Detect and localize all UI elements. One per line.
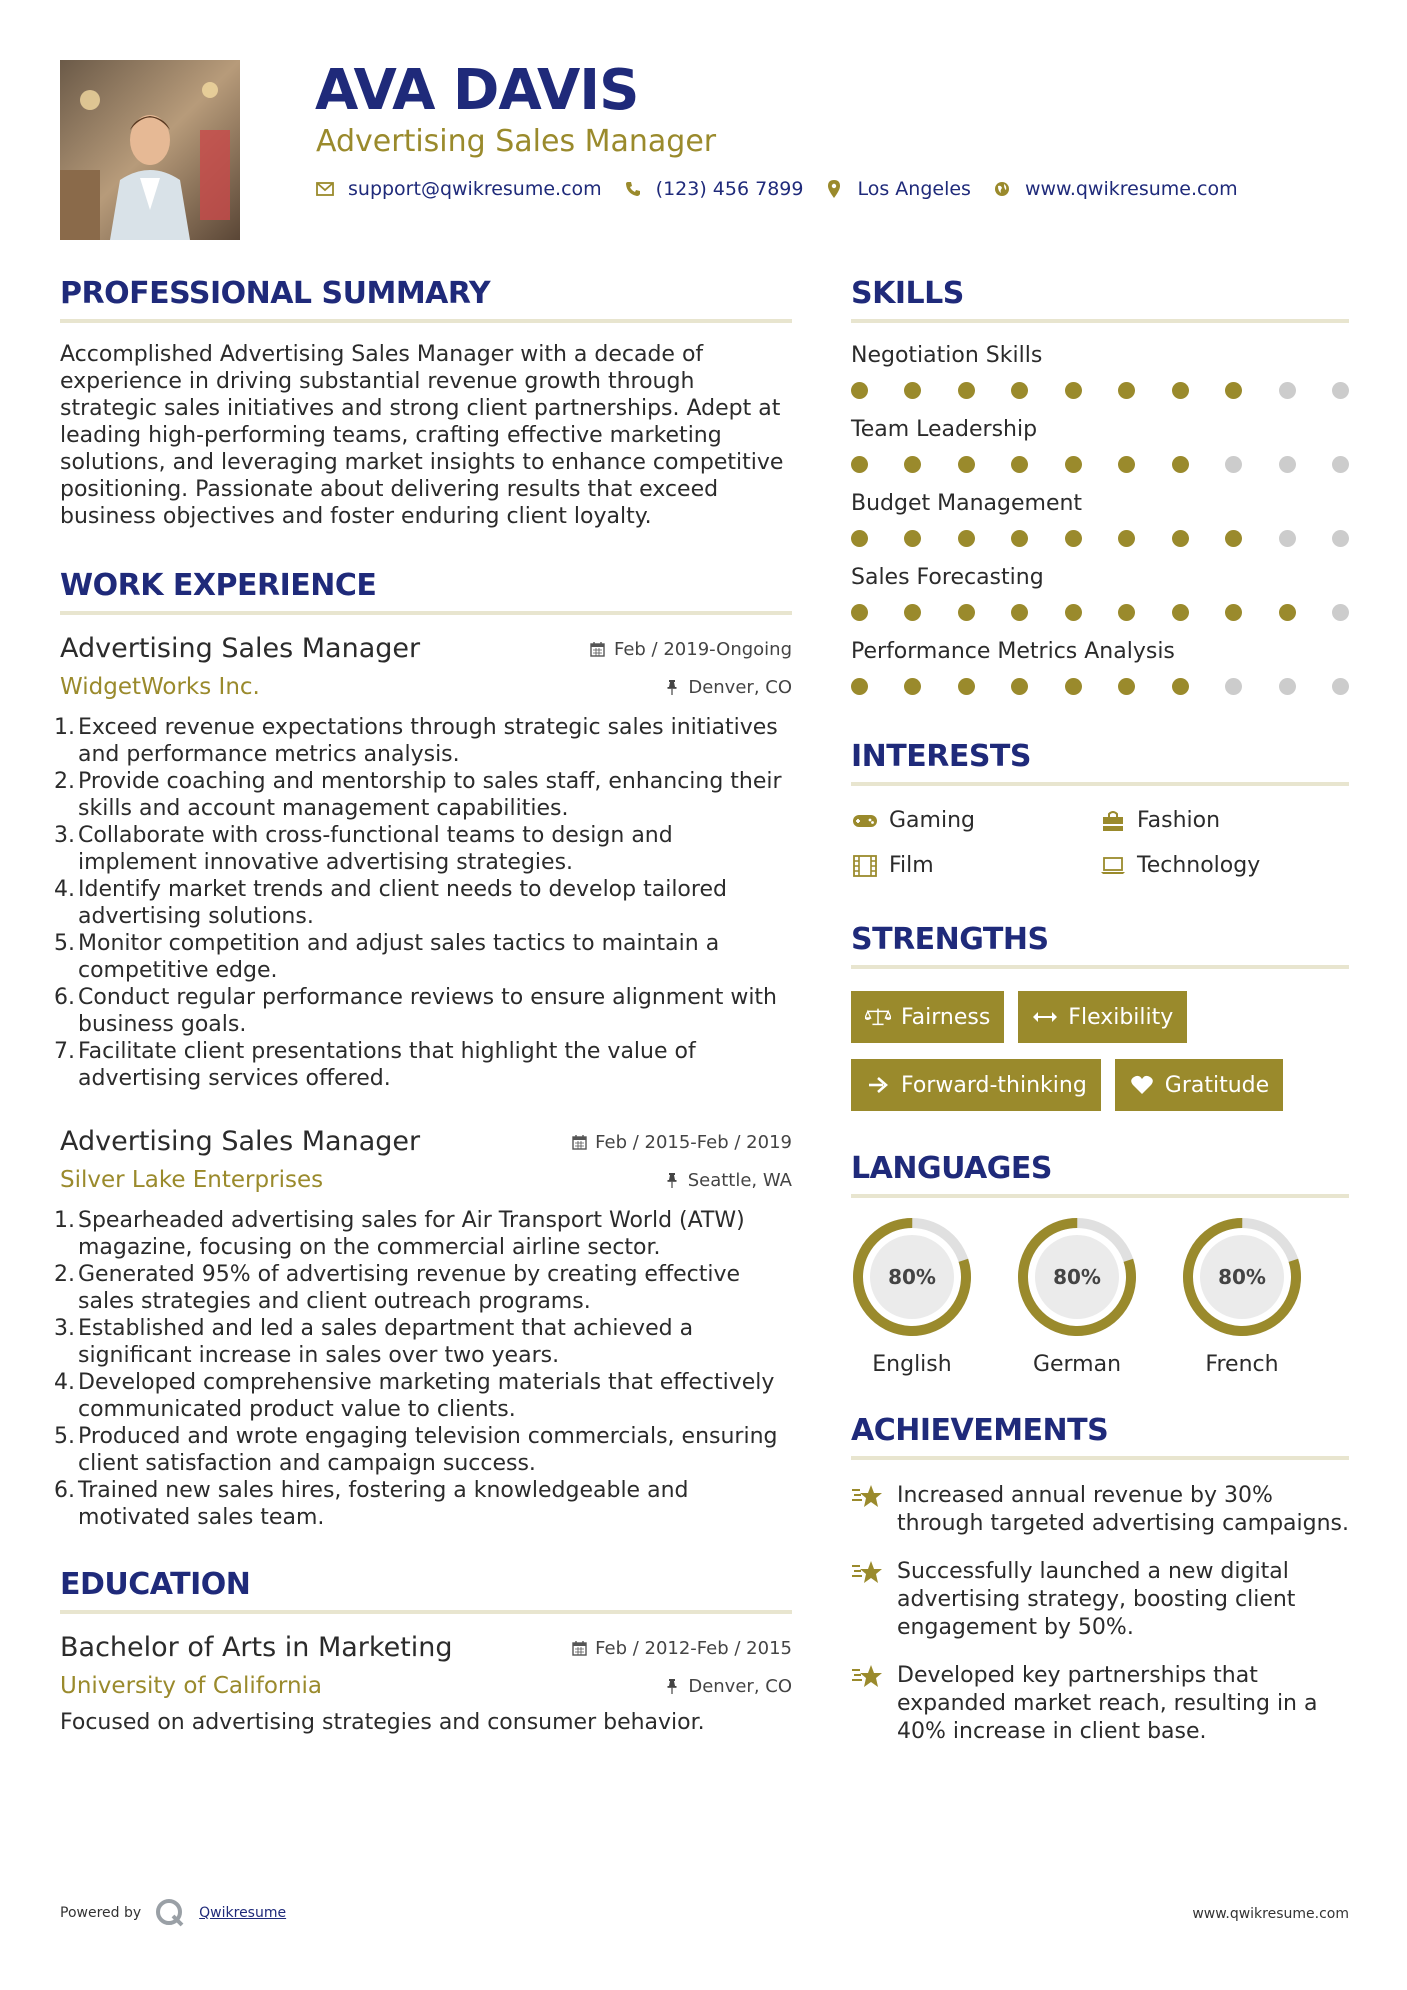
candidate-name: AVA DAVIS [315, 58, 639, 123]
list-item: 7. Facilitate client presentations that highlight the value of advertising services offered. [54, 1039, 696, 1091]
language-name: English [872, 1352, 952, 1377]
skill-list [851, 343, 1349, 695]
profile-photo [60, 60, 240, 240]
achievement-text: Increased annual revenue by 30% through targeted advertising campaigns. [897, 1483, 1350, 1536]
languages-section [851, 1151, 1349, 1377]
interest-item: Fashion [1099, 808, 1347, 833]
skill-rating [851, 678, 1349, 695]
pushpin-icon [664, 1172, 680, 1188]
rating-dot [1011, 530, 1028, 547]
contact-email[interactable] [316, 178, 602, 200]
star-icon [851, 1558, 885, 1588]
skills-section [851, 276, 1349, 695]
rating-dot [1172, 678, 1189, 695]
rating-dot [1279, 382, 1296, 399]
strength-tag: Forward-thinking [851, 1059, 1101, 1111]
job-entry [54, 1126, 792, 1531]
rating-dot [1118, 530, 1135, 547]
strength-list [851, 991, 1349, 1127]
company-name: WidgetWorks Inc. [60, 674, 260, 700]
rating-dot [1279, 678, 1296, 695]
section-divider [851, 319, 1349, 323]
job-location: Denver, CO [664, 677, 792, 698]
rating-dot [1225, 530, 1242, 547]
list-number: 5. [54, 1424, 75, 1449]
laptop-icon [1099, 855, 1127, 877]
achievement-text: Successfully launched a new digital advertising strategy, boosting client engagement by 50%. [897, 1559, 1296, 1640]
rating-dot [1118, 382, 1135, 399]
language-percent: 80% [888, 1265, 936, 1289]
rating-dot [1011, 604, 1028, 621]
degree-title: Bachelor of Arts in Marketing [60, 1632, 453, 1663]
calendar-icon [590, 642, 606, 658]
balance-scale-icon [865, 1007, 891, 1027]
job-date: Feb / 2019-Ongoing [590, 639, 792, 660]
list-number: 3. [54, 823, 75, 848]
list-number: 6. [54, 985, 75, 1010]
rating-dot [1172, 456, 1189, 473]
strength-tag: Fairness [851, 991, 1004, 1043]
rating-dot [1225, 678, 1242, 695]
rating-dot [958, 678, 975, 695]
skill-rating [851, 382, 1349, 399]
language-percent: 80% [1053, 1265, 1101, 1289]
rating-dot [1332, 456, 1349, 473]
section-title-interests: INTERESTS [851, 739, 1031, 774]
rating-dot [1118, 604, 1135, 621]
contact-phone[interactable] [624, 178, 804, 200]
rating-dot [1011, 678, 1028, 695]
list-item: 5. Produced and wrote engaging television commercials, ensuring client satisfaction and campaign success. [54, 1424, 778, 1476]
achievement-list [851, 1482, 1349, 1746]
list-number: 6. [54, 1478, 75, 1503]
job-title: Advertising Sales Manager [60, 1126, 421, 1157]
rating-dot [1065, 678, 1082, 695]
rating-dot [1065, 456, 1082, 473]
rating-dot [1225, 604, 1242, 621]
job-entry [54, 633, 792, 1092]
calendar-icon [571, 1641, 587, 1657]
section-title-summary: PROFESSIONAL SUMMARY [60, 276, 491, 311]
globe-icon [993, 180, 1011, 198]
rating-dot [958, 604, 975, 621]
heart-icon [1129, 1075, 1155, 1095]
right-column [851, 276, 1349, 1746]
education-location: Denver, CO [664, 1676, 792, 1697]
phone-text: (123) 456 7899 [655, 178, 804, 200]
list-item: 2. Provide coaching and mentorship to sales staff, enhancing their skills and account management capabilities. [54, 769, 782, 821]
arrow-right-icon [865, 1075, 891, 1095]
language-ring [851, 1216, 973, 1338]
language-ring [1181, 1216, 1303, 1338]
responsibility-list [54, 1207, 792, 1531]
interest-list [851, 808, 1349, 878]
list-number: 1. [54, 1208, 75, 1233]
pushpin-icon [664, 1678, 680, 1694]
pushpin-icon [664, 679, 680, 695]
list-number: 4. [54, 877, 75, 902]
list-item: 6. Conduct regular performance reviews to ensure alignment with business goals. [54, 985, 777, 1037]
skill-rating [851, 530, 1349, 547]
list-number: 7. [54, 1039, 75, 1064]
contact-website[interactable] [993, 178, 1238, 200]
rating-dot [1332, 382, 1349, 399]
map-pin-icon [825, 180, 843, 198]
section-divider [851, 1456, 1349, 1460]
film-icon [851, 855, 879, 877]
rating-dot [1279, 456, 1296, 473]
rating-dot [1172, 530, 1189, 547]
rating-dot [1172, 604, 1189, 621]
phone-icon [624, 180, 642, 198]
rating-dot [904, 678, 921, 695]
rating-dot [1279, 604, 1296, 621]
achievements-section [851, 1413, 1349, 1746]
section-title-achievements: ACHIEVEMENTS [851, 1413, 1109, 1448]
shopping-bag-icon [1099, 810, 1127, 832]
skill-rating [851, 456, 1349, 473]
rating-dot [904, 604, 921, 621]
language-item [1016, 1216, 1138, 1377]
left-column [54, 276, 792, 1736]
rating-dot [1332, 604, 1349, 621]
list-number: 1. [54, 715, 75, 740]
achievement-item [851, 1558, 1349, 1642]
interest-item: Gaming [851, 808, 1099, 833]
rating-dot [851, 530, 868, 547]
section-divider [60, 611, 792, 615]
skill-item [851, 343, 1349, 399]
skill-rating [851, 604, 1349, 621]
contact-bar [316, 178, 1260, 200]
education-section [60, 1567, 792, 1736]
language-name: French [1205, 1352, 1279, 1377]
rating-dot [851, 604, 868, 621]
list-number: 4. [54, 1370, 75, 1395]
rating-dot [851, 382, 868, 399]
calendar-icon [571, 1135, 587, 1151]
education-date: Feb / 2012-Feb / 2015 [571, 1638, 792, 1659]
skill-item [851, 417, 1349, 473]
skill-item [851, 639, 1349, 695]
list-item: 4. Identify market trends and client needs to develop tailored advertising solutions. [54, 877, 727, 929]
footer-powered-by: Powered by Qwikresume [60, 1898, 286, 1928]
achievement-item [851, 1482, 1349, 1538]
summary-section [60, 276, 792, 530]
list-item: 4. Developed comprehensive marketing materials that effectively communicated product value to clients. [54, 1370, 775, 1422]
star-icon [851, 1662, 885, 1692]
list-item: 6. Trained new sales hires, fostering a knowledgeable and motivated sales team. [54, 1478, 689, 1530]
rating-dot [1332, 530, 1349, 547]
list-item: 3. Collaborate with cross-functional teams to design and implement innovative advertising strategies. [54, 823, 673, 875]
language-item [1181, 1216, 1303, 1377]
rating-dot [1118, 456, 1135, 473]
rating-dot [1065, 530, 1082, 547]
language-percent: 80% [1218, 1265, 1266, 1289]
strength-tag: Flexibility [1018, 991, 1187, 1043]
skill-name: Team Leadership [851, 417, 1038, 442]
job-title: Advertising Sales Manager [60, 633, 421, 664]
list-number: 2. [54, 1262, 75, 1287]
interests-section [851, 739, 1349, 878]
skill-name: Negotiation Skills [851, 343, 1043, 368]
list-number: 2. [54, 769, 75, 794]
education-entry [60, 1632, 792, 1736]
list-item: 3. Established and led a sales department that achieved a significant increase in sales over two years. [54, 1316, 694, 1368]
location-text: Los Angeles [857, 178, 971, 200]
company-name: Silver Lake Enterprises [60, 1167, 324, 1193]
section-divider [60, 1610, 792, 1614]
achievement-text: Developed key partnerships that expanded market reach, resulting in a 40% increase in client base. [897, 1663, 1318, 1744]
skill-name: Performance Metrics Analysis [851, 639, 1175, 664]
qwikresume-logo-icon [155, 1898, 185, 1928]
strengths-section [851, 922, 1349, 1127]
footer-website-link[interactable]: www.qwikresume.com [1192, 1906, 1349, 1922]
list-number: 5. [54, 931, 75, 956]
rating-dot [1172, 382, 1189, 399]
skill-item [851, 565, 1349, 621]
list-item: 1. Exceed revenue expectations through strategic sales initiatives and performance metrics analysis. [54, 715, 778, 767]
footer-brand-link[interactable]: Qwikresume [199, 1905, 287, 1921]
section-title-education: EDUCATION [60, 1567, 251, 1602]
rating-dot [958, 456, 975, 473]
experience-section [54, 568, 792, 1531]
rating-dot [958, 382, 975, 399]
rating-dot [1225, 456, 1242, 473]
skill-name: Budget Management [851, 491, 1083, 516]
list-item: 5. Monitor competition and adjust sales tactics to maintain a competitive edge. [54, 931, 720, 983]
language-ring [1016, 1216, 1138, 1338]
contact-location [825, 178, 970, 200]
school-name: University of California [60, 1673, 323, 1699]
email-text: support@qwikresume.com [348, 178, 602, 200]
section-divider [851, 965, 1349, 969]
star-icon [851, 1482, 885, 1512]
job-list [54, 633, 792, 1531]
rating-dot [958, 530, 975, 547]
rating-dot [1225, 382, 1242, 399]
strength-tag: Gratitude [1115, 1059, 1283, 1111]
section-title-skills: SKILLS [851, 276, 964, 311]
list-item: 1. Spearheaded advertising sales for Air Transport World (ATW) magazine, focusing on the commercial airline sector. [54, 1208, 745, 1260]
list-number: 3. [54, 1316, 75, 1341]
rating-dot [1279, 530, 1296, 547]
section-title-languages: LANGUAGES [851, 1151, 1052, 1186]
section-divider [851, 1194, 1349, 1198]
interest-item: Film [851, 853, 1099, 878]
website-text: www.qwikresume.com [1024, 178, 1238, 200]
interest-item: Technology [1099, 853, 1347, 878]
achievement-item [851, 1662, 1349, 1746]
arrows-horizontal-icon [1032, 1007, 1058, 1027]
rating-dot [904, 382, 921, 399]
education-description: Focused on advertising strategies and consumer behavior. [60, 1710, 705, 1735]
rating-dot [1011, 456, 1028, 473]
skill-item [851, 491, 1349, 547]
envelope-icon [316, 180, 334, 198]
job-date: Feb / 2015-Feb / 2019 [571, 1132, 792, 1153]
rating-dot [1332, 678, 1349, 695]
rating-dot [851, 456, 868, 473]
rating-dot [851, 678, 868, 695]
section-title-experience: WORK EXPERIENCE [60, 568, 377, 603]
skill-name: Sales Forecasting [851, 565, 1044, 590]
candidate-title: Advertising Sales Manager [316, 124, 717, 159]
section-divider [851, 782, 1349, 786]
summary-text: Accomplished Advertising Sales Manager with a decade of experience in driving substantial revenue growth through strategic sales initiatives and strong client partnerships. Adept at leading high-performing teams, crafting effective marketing solutions, and leveraging market insights to enhance competitive positioning. Passionate about delivering results that exceed business objectives and foster enduring client loyalty. [60, 342, 784, 529]
responsibility-list [54, 714, 792, 1092]
section-title-strengths: STRENGTHS [851, 922, 1049, 957]
language-item [851, 1216, 973, 1377]
language-name: German [1032, 1352, 1122, 1377]
rating-dot [904, 456, 921, 473]
rating-dot [1065, 382, 1082, 399]
rating-dot [1011, 382, 1028, 399]
job-location: Seattle, WA [664, 1170, 792, 1191]
language-list [851, 1216, 1349, 1377]
gamepad-icon [851, 810, 879, 832]
rating-dot [904, 530, 921, 547]
rating-dot [1118, 678, 1135, 695]
list-item: 2. Generated 95% of advertising revenue by creating effective sales strategies and client outreach programs. [54, 1262, 741, 1314]
section-divider [60, 319, 792, 323]
rating-dot [1065, 604, 1082, 621]
